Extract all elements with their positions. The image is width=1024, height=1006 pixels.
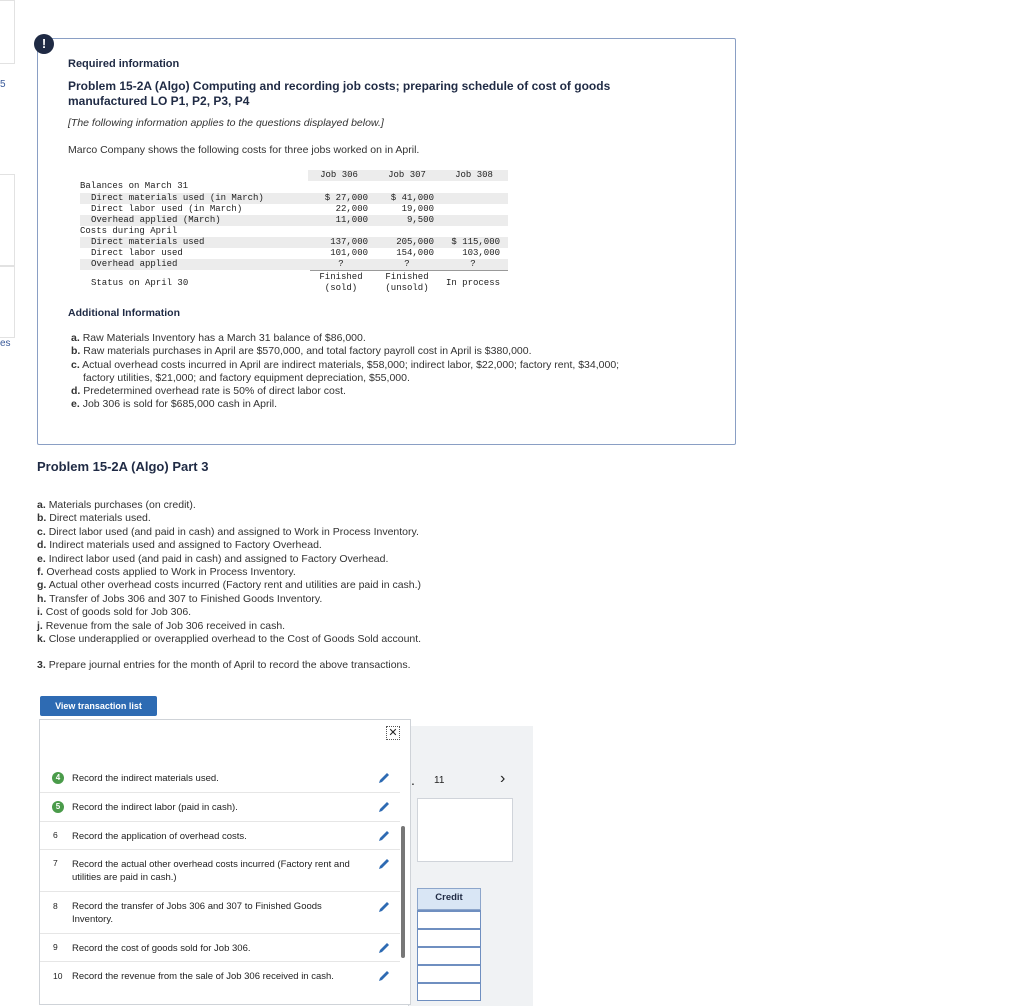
transaction-number: 10	[53, 971, 63, 981]
row-label: Direct labor used	[91, 248, 183, 258]
left-tab[interactable]	[0, 174, 15, 266]
list-item: a. Raw Materials Inventory has a March 31 balance of $86,000.	[71, 332, 366, 344]
pencil-icon[interactable]	[377, 969, 391, 983]
credit-input[interactable]	[417, 964, 481, 983]
list-item: d. Predetermined overhead rate is 50% of direct labor cost.	[71, 385, 346, 398]
pencil-icon[interactable]	[377, 771, 391, 785]
required-info-heading: Required information	[68, 58, 180, 70]
alert-icon: !	[34, 34, 54, 54]
table-cell: 22,000	[335, 204, 368, 214]
section-label: Costs during April	[80, 226, 178, 236]
column-header-job-307: Job 307	[388, 170, 426, 180]
list-item: g. Actual other overhead costs incurred (Factory rent and utilities are paid in cash.)	[37, 579, 422, 592]
transaction-text: Record the actual other overhead costs incurred (Factory rent and utilities are paid in cash.)	[72, 859, 350, 883]
prepare-instruction: 3. Prepare journal entries for the month of April to record the above transactions.	[37, 659, 411, 671]
list-item: d. Indirect materials used and assigned to Factory Overhead.	[37, 539, 322, 552]
transaction-number: 8	[53, 901, 58, 911]
transaction-number: 6	[53, 830, 58, 840]
list-item: i. Cost of goods sold for Job 306.	[37, 606, 192, 619]
row-label: Overhead applied (March)	[91, 215, 221, 225]
transaction-text: Record the indirect labor (paid in cash).	[72, 802, 238, 813]
transaction-item[interactable]	[40, 792, 400, 822]
left-tab[interactable]	[0, 0, 15, 64]
list-scrollbar[interactable]	[401, 826, 405, 958]
table-cell: ?	[338, 259, 344, 269]
entry-description-box[interactable]	[417, 798, 513, 862]
transaction-item[interactable]	[40, 891, 400, 934]
credit-input[interactable]	[417, 928, 481, 947]
credit-column-header: Credit	[417, 888, 481, 910]
part-title: Problem 15-2A (Algo) Part 3	[37, 459, 209, 474]
row-label: Status on April 30	[91, 278, 189, 288]
list-item: b. Direct materials used.	[37, 512, 151, 525]
transaction-text: Record the indirect materials used.	[72, 773, 219, 784]
table-cell: ?	[470, 259, 476, 269]
list-item: c. Direct labor used (and paid in cash) and assigned to Work in Process Inventory.	[37, 525, 419, 538]
status-cell: Finished	[385, 272, 429, 282]
pencil-icon[interactable]	[377, 900, 391, 914]
journal-entry-panel	[408, 726, 533, 1006]
transaction-text: Record the application of overhead costs.	[72, 831, 247, 842]
transaction-item[interactable]	[40, 764, 400, 792]
transaction-number: 7	[53, 858, 58, 868]
list-item: k. Close underapplied or overapplied overhead to the Cost of Goods Sold account.	[37, 633, 422, 646]
view-transaction-list-button[interactable]: View transaction list	[40, 696, 157, 716]
left-tab-label: es	[0, 338, 11, 349]
list-item: c. Actual overhead costs incurred in April are indirect materials, $58,000; indirect labor, $22,000; factory rent, $34,000; factory utilities, $21,000; and factory equipment depreciation, $55,000.	[71, 358, 620, 384]
status-cell: (unsold)	[385, 283, 429, 293]
table-cell: $ 27,000	[324, 193, 368, 203]
table-cell: 137,000	[330, 237, 368, 247]
left-tab[interactable]	[0, 266, 15, 338]
status-cell: In process	[445, 278, 500, 288]
list-item: j. Revenue from the sale of Job 306 received in cash.	[37, 619, 286, 632]
transaction-text: Record the transfer of Jobs 306 and 307 to Finished Goods Inventory.	[72, 901, 322, 925]
transaction-item[interactable]	[40, 849, 400, 892]
next-arrow-icon[interactable]: ›	[500, 770, 506, 787]
row-label: Direct materials used	[91, 237, 205, 247]
list-item: e. Job 306 is sold for $685,000 cash in April.	[71, 398, 278, 411]
close-icon[interactable]: ✕	[386, 726, 400, 740]
completed-check-icon: 4	[52, 772, 64, 784]
list-item: e. Indirect labor used (and paid in cash) and assigned to Factory Overhead.	[37, 552, 389, 565]
table-cell: 101,000	[330, 248, 368, 258]
pencil-icon[interactable]	[377, 829, 391, 843]
transaction-text: Record the revenue from the sale of Job 306 received in cash.	[72, 971, 334, 982]
transaction-number: 9	[53, 942, 58, 952]
transaction-list-panel	[39, 719, 411, 1005]
list-item: f. Overhead costs applied to Work in Process Inventory.	[37, 566, 296, 579]
transaction-item[interactable]	[40, 821, 400, 850]
credit-input[interactable]	[417, 982, 481, 1001]
table-cell: 154,000	[396, 248, 434, 258]
pencil-icon[interactable]	[377, 857, 391, 871]
column-header-job-306: Job 306	[320, 170, 358, 180]
credit-input[interactable]	[417, 910, 481, 929]
list-item: b. Raw materials purchases in April are $570,000, and total factory payroll cost in April is $380,000.	[71, 345, 532, 358]
left-tab-label: 5	[0, 79, 6, 90]
pencil-icon[interactable]	[377, 800, 391, 814]
problem-title: Problem 15-2A (Algo) Computing and recording job costs; preparing schedule of cost of goods manufactured LO P1, P2, P3, P4	[68, 79, 611, 108]
additional-info-list	[71, 332, 711, 412]
list-item: h. Transfer of Jobs 306 and 307 to Finished Goods Inventory.	[37, 592, 323, 605]
page-number: 11	[434, 775, 445, 786]
table-cell: ?	[404, 259, 410, 269]
additional-info-heading: Additional Information	[68, 307, 180, 319]
section-label: Balances on March 31	[80, 181, 189, 191]
transaction-item[interactable]	[40, 933, 400, 962]
table-cell: 19,000	[401, 204, 434, 214]
intro-text: Marco Company shows the following costs for three jobs worked on in April.	[68, 144, 420, 156]
list-item: a. Materials purchases (on credit).	[37, 499, 196, 511]
row-label: Direct materials used (in March)	[91, 193, 264, 203]
transaction-item[interactable]	[40, 961, 400, 1005]
table-cell: 11,000	[335, 215, 368, 225]
table-cell: 205,000	[396, 237, 434, 247]
completed-check-icon: 5	[52, 801, 64, 813]
table-cell: $ 115,000	[451, 237, 500, 247]
row-label: Direct labor used (in March)	[91, 204, 243, 214]
column-header-job-308: Job 308	[455, 170, 493, 180]
pencil-icon[interactable]	[377, 941, 391, 955]
table-cell: 103,000	[462, 248, 500, 258]
status-cell: Finished	[319, 272, 363, 282]
page-dot: .	[411, 772, 415, 788]
row-label: Overhead applied	[91, 259, 178, 269]
applies-note: [The following information applies to the questions displayed below.]	[68, 117, 384, 129]
left-nav-strip	[0, 0, 16, 1003]
table-cell: $ 41,000	[390, 193, 434, 203]
table-cell: 9,500	[406, 215, 434, 225]
transaction-text: Record the cost of goods sold for Job 306.	[72, 943, 251, 954]
transaction-requirements-list	[37, 499, 637, 646]
credit-input[interactable]	[417, 946, 481, 965]
status-cell: (sold)	[324, 283, 358, 293]
